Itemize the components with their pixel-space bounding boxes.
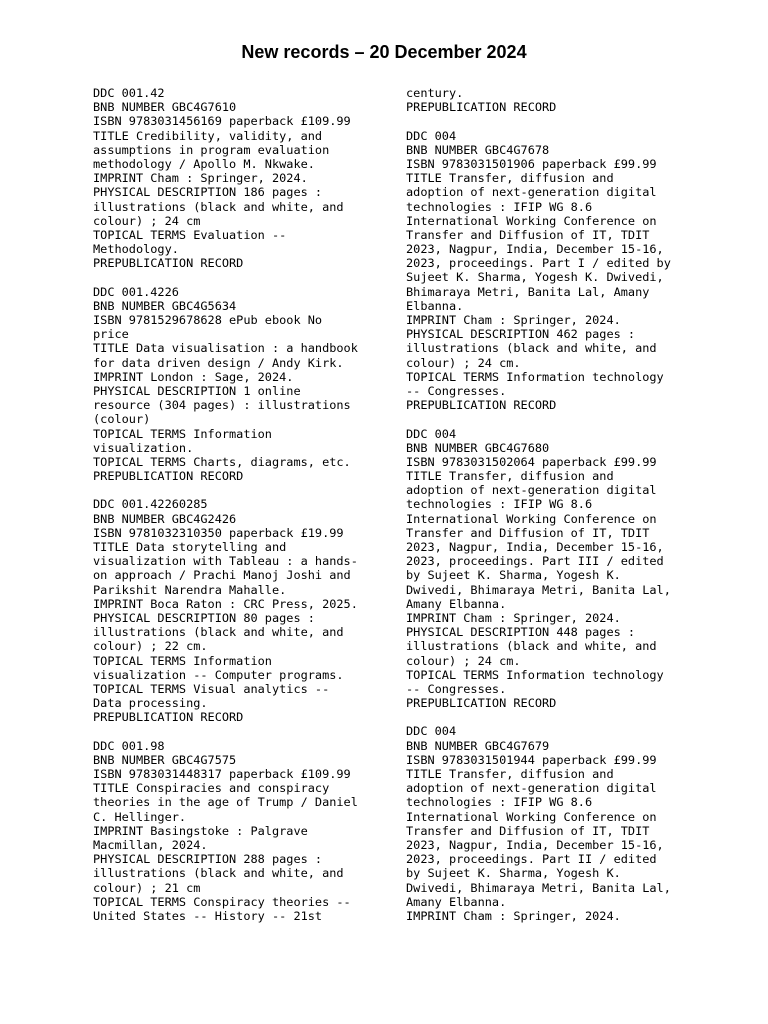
record-line: TOPICAL TERMS Charts, diagrams, etc. [93,454,351,469]
record-line: ISBN 9783031501944 paperback £99.99 [406,752,657,767]
record-line: TITLE Conspiracies and conspiracy [93,781,330,796]
record-line: IMPRINT Cham : Springer, 2024. [406,313,621,327]
record-line: TOPICAL TERMS Information [93,653,272,668]
record-line: illustrations (black and white, and [406,341,657,356]
record-line: International Working Conference on [406,511,657,526]
record-line: ISBN 9781529678628 ePub ebook No [93,313,323,327]
record-line: BNB NUMBER GBC4G7678 [406,142,550,157]
record-line: IMPRINT Cham : Springer, 2024. [406,908,621,923]
record-line: colour) ; 24 cm [93,213,201,228]
record-line: assumptions in program evaluation [93,142,330,157]
record-line: 2023, Nagpur, India, December 15-16, [406,837,664,852]
record-line: ISBN 9783031456169 paperback £109.99 [93,114,351,129]
record-line: TOPICAL TERMS Visual analytics -- [93,681,330,696]
record-line: colour) ; 22 cm. [93,639,208,654]
record-line: price [93,327,129,342]
record-line: colour) ; 24 cm. [406,653,521,668]
record-line: methodology / Apollo M. Nkwake. [93,156,315,171]
record-separator [406,710,706,724]
record-separator [406,412,706,426]
records-column-right [406,86,706,923]
record-line: adoption of next-generation digital [406,483,657,498]
record-line: Amany Elbanna. [406,894,507,909]
record-line: ISBN 9783031501906 paperback £99.99 [406,156,657,171]
record-line: ISBN 9783031448317 paperback £109.99 [93,767,351,781]
record-line: Data processing. [93,696,208,711]
record-line: PHYSICAL DESCRIPTION 448 pages : [406,625,636,640]
record-line: Parikshit Narendra Mahalle. [93,582,287,597]
record-line: TITLE Credibility, validity, and [93,128,323,143]
record-line: TITLE Transfer, diffusion and [406,767,614,781]
record-line: TOPICAL TERMS Information technology [406,667,664,682]
record-line: 2023, proceedings. Part I / edited by [406,256,671,271]
record-line: ISBN 9783031502064 paperback £99.99 [406,454,657,469]
record-line: DDC 001.42260285 [93,497,208,512]
record-line: BNB NUMBER GBC4G7680 [406,440,550,455]
record-line: Dwivedi, Bhimaraya Metri, Banita Lal, [406,582,671,597]
record-line: Transfer and Diffusion of IT, TDIT [406,823,650,838]
record-line: 2023, proceedings. Part II / edited [406,852,657,867]
record-line: C. Hellinger. [93,809,187,824]
record-line: ISBN 9781032310350 paperback £19.99 [93,525,344,540]
record-line: technologies : IFIP WG 8.6 [406,199,593,214]
record-line: PHYSICAL DESCRIPTION 186 pages : [93,185,323,200]
record-line: on approach / Prachi Manoj Joshi and [93,568,351,583]
record-line: visualization with Tableau : a hands- [93,554,358,569]
record-line: resource (304 pages) : illustrations [93,398,351,413]
record-line: century. [406,86,464,100]
record-line: DDC 001.98 [93,738,165,753]
record-line: 2023, Nagpur, India, December 15-16, [406,540,664,554]
record-line: technologies : IFIP WG 8.6 [406,795,593,810]
record-line: DDC 001.42 [93,86,165,100]
record-line: colour) ; 24 cm. [406,355,521,370]
record-line: theories in the age of Trump / Daniel [93,795,358,810]
page-title: New records – 20 December 2024 [241,42,527,62]
record-line: TOPICAL TERMS Information [93,426,272,441]
record-line: colour) ; 21 cm [93,880,201,895]
record-line: DDC 004 [406,724,457,739]
record-separator [93,724,393,738]
record-line: adoption of next-generation digital [406,781,657,796]
record-line: Amany Elbanna. [406,596,507,611]
record-line: IMPRINT Cham : Springer, 2024. [93,171,308,186]
record-line: -- Congresses. [406,681,507,696]
record-line: Transfer and Diffusion of IT, TDIT [406,227,650,242]
record-line: United States -- History -- 21st [93,908,323,923]
record-line: PHYSICAL DESCRIPTION 462 pages : [406,327,636,342]
record-line: Transfer and Diffusion of IT, TDIT [406,525,650,540]
record-line: PREPUBLICATION RECORD [406,696,557,711]
record-line: IMPRINT London : Sage, 2024. [93,369,294,384]
record-line: IMPRINT Basingstoke : Palgrave [93,823,308,838]
record-line: PREPUBLICATION RECORD [93,256,244,271]
record-line: visualization -- Computer programs. [93,667,344,682]
record-line: illustrations (black and white, and [93,625,344,640]
record-line: IMPRINT Boca Raton : CRC Press, 2025. [93,596,358,611]
record-line: International Working Conference on [406,809,657,824]
record-line: by Sujeet K. Sharma, Yogesh K. [406,568,621,583]
record-line: PREPUBLICATION RECORD [93,710,244,725]
record-line: TITLE Data visualisation : a handbook [93,341,358,356]
record-line: TOPICAL TERMS Evaluation -- [93,227,287,242]
record-line: DDC 001.4226 [93,284,179,299]
record-line: PREPUBLICATION RECORD [93,469,244,484]
record-line: PHYSICAL DESCRIPTION 1 online [93,383,301,398]
record-line: PHYSICAL DESCRIPTION 80 pages : [93,610,315,625]
record-line: Dwivedi, Bhimaraya Metri, Banita Lal, [406,880,671,895]
record-line: TITLE Transfer, diffusion and [406,171,614,186]
record-line: Sujeet K. Sharma, Yogesh K. Dwivedi, [406,270,664,285]
record-line: PREPUBLICATION RECORD [406,100,557,115]
record-line: Methodology. [93,242,179,257]
record-line: PHYSICAL DESCRIPTION 288 pages : [93,852,323,867]
record-line: (colour) [93,412,151,427]
record-line: 2023, proceedings. Part III / edited [406,554,664,569]
record-line: 2023, Nagpur, India, December 15-16, [406,242,664,257]
record-line: BNB NUMBER GBC4G2426 [93,511,237,526]
record-line: BNB NUMBER GBC4G7610 [93,100,237,115]
record-line: TITLE Transfer, diffusion and [406,469,614,484]
record-line: illustrations (black and white, and [93,199,344,214]
record-line: PREPUBLICATION RECORD [406,398,557,413]
record-line: International Working Conference on [406,213,657,228]
record-separator [93,270,393,284]
record-line: illustrations (black and white, and [406,639,657,654]
record-line: BNB NUMBER GBC4G5634 [93,298,237,313]
record-line: DDC 004 [406,128,457,143]
record-line: adoption of next-generation digital [406,185,657,200]
record-line: technologies : IFIP WG 8.6 [406,497,593,512]
record-line: for data driven design / Andy Kirk. [93,355,344,370]
record-line: TOPICAL TERMS Conspiracy theories -- [93,894,351,909]
record-separator [93,483,393,497]
record-line: BNB NUMBER GBC4G7575 [93,752,237,767]
record-line: BNB NUMBER GBC4G7679 [406,738,550,753]
records-column-left [93,86,393,923]
record-line: Elbanna. [406,298,464,313]
record-line: by Sujeet K. Sharma, Yogesh K. [406,866,621,881]
record-line: IMPRINT Cham : Springer, 2024. [406,610,621,625]
record-line: TITLE Data storytelling and [93,540,287,554]
record-line: TOPICAL TERMS Information technology [406,369,664,384]
record-line: -- Congresses. [406,383,507,398]
record-line: visualization. [93,440,194,455]
record-line: DDC 004 [406,426,457,441]
record-separator [406,114,706,128]
record-line: Macmillan, 2024. [93,837,208,852]
record-line: illustrations (black and white, and [93,866,344,881]
record-line: Bhimaraya Metri, Banita Lal, Amany [406,284,650,299]
